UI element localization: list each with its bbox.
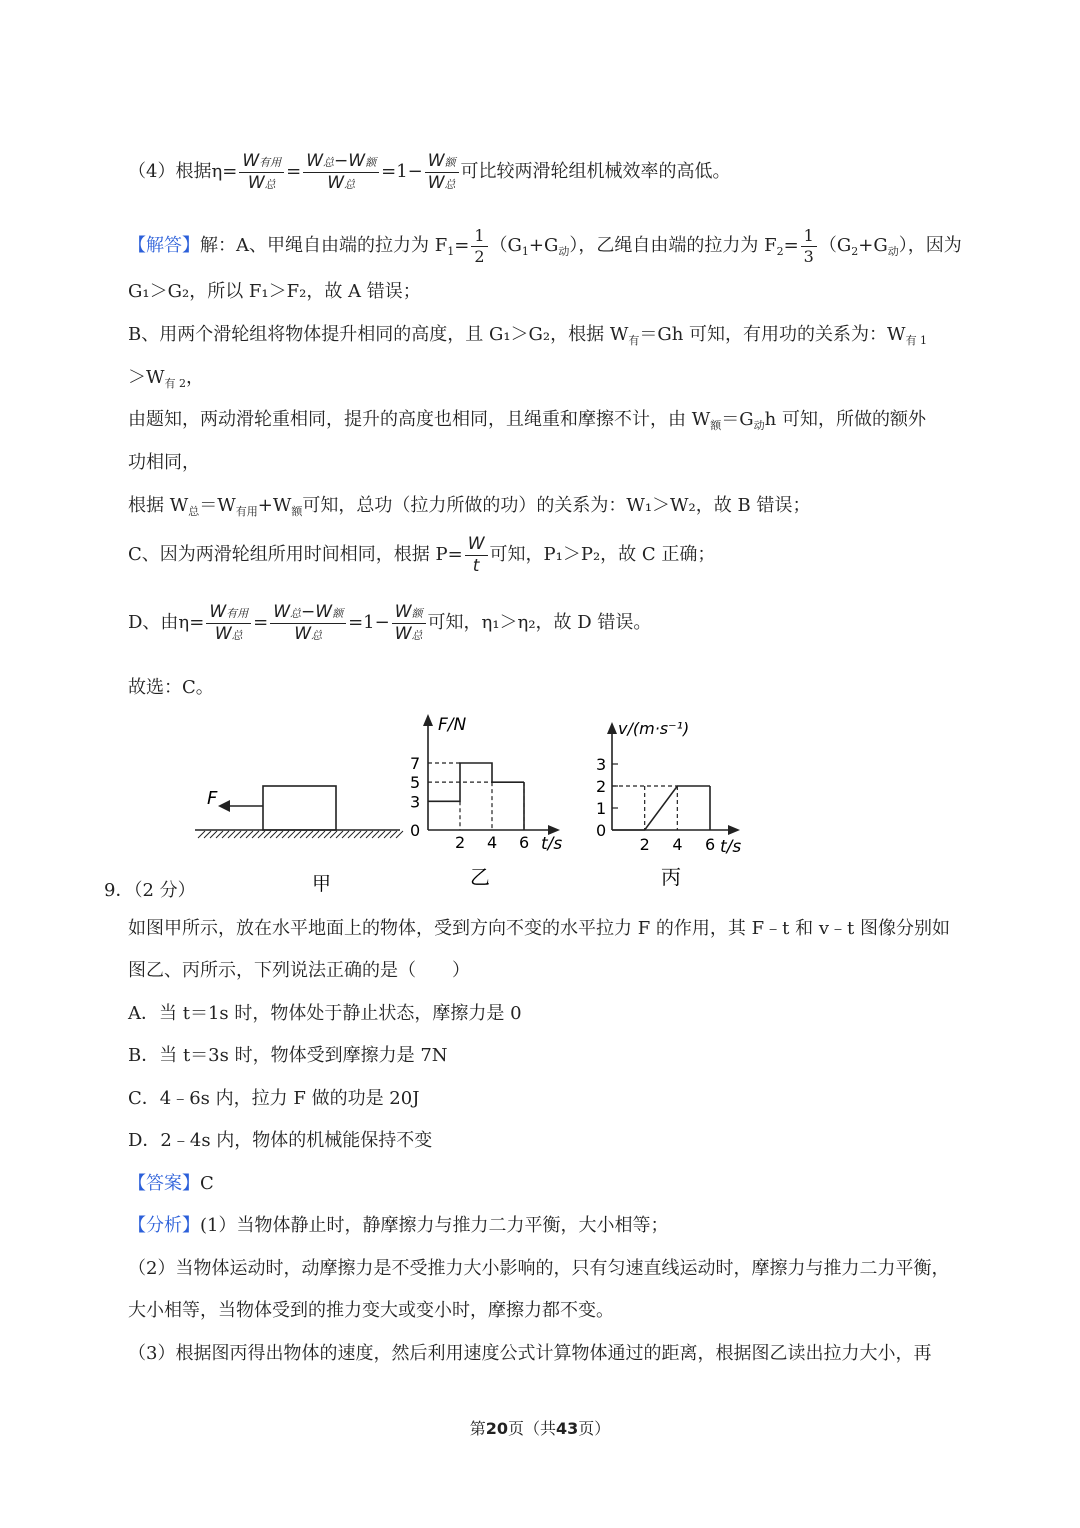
- block: [263, 786, 336, 830]
- jieda-b-line3: 由题知，两动滑轮重相同，提升的高度也相同，且绳重和摩擦不计，由 $W_额=G_动h$ 可知，所做的额外: [128, 409, 926, 432]
- caption-jia: 甲: [312, 873, 332, 895]
- hatch-mark: [282, 831, 289, 838]
- q9-option-a: A．当 t＝1s 时，物体处于静止状态，摩擦力是 0: [128, 1003, 522, 1024]
- y-axis-label: v/(m·s⁻¹): [618, 719, 690, 738]
- figure: [0, 700, 1080, 900]
- hatch-mark: [210, 831, 217, 838]
- caption-bing: 丙: [661, 865, 681, 889]
- jieda-b-line4: 功相同，: [128, 452, 200, 473]
- q9-stem-line2: 图乙、丙所示，下列说法正确的是（ ）: [128, 960, 470, 981]
- y-tick-label: 3: [596, 755, 607, 774]
- caption-yi: 乙: [470, 865, 490, 889]
- x-tick-label: 6: [519, 833, 530, 852]
- fraction-eff-d: $\frac{\text{W有用}}{\text{W总}}$: [206, 604, 251, 643]
- choice-line: 故选：C。: [128, 677, 214, 698]
- fraction-total-minus-extra: $\frac{\text{W总−W额}}{\text{W总}}$: [303, 153, 379, 192]
- y-arrowhead: [607, 722, 617, 734]
- hatch-mark: [318, 831, 325, 838]
- x-tick-label: 4: [672, 835, 683, 854]
- chart-yi: [410, 714, 562, 889]
- y-tick-label: 1: [596, 799, 607, 818]
- page-footer: 第20页（共43页）: [469, 1419, 611, 1438]
- hatch-mark: [384, 831, 391, 838]
- x-axis-label: t/s: [720, 837, 742, 857]
- y-tick-label: 3: [410, 792, 421, 812]
- y-tick-label: 2: [596, 777, 607, 796]
- hatch-mark: [234, 831, 241, 838]
- jieda-tag: 【解答】: [128, 235, 200, 256]
- line-4: （4）根据η= $\frac{\text{W有用}}{\text{W总}}$ = $\frac{\text{W总−W额}}{\text{W总}}$ =1− $\frac{\text{W额}}{\text{W总}}$ 可比较两滑轮组机械效率的高低。: [128, 150, 731, 193]
- answer-tag: 【答案】: [128, 1173, 200, 1194]
- x-tick-label: 4: [487, 833, 498, 852]
- hatch-mark: [330, 831, 337, 838]
- hatch-mark: [360, 831, 367, 838]
- hatch-mark: [276, 831, 283, 838]
- page-total: 43: [556, 1419, 579, 1438]
- hatch-mark: [372, 831, 379, 838]
- q9-number: 9．（2 分）: [104, 880, 196, 901]
- ground-hatch: [198, 831, 403, 838]
- hatch-mark: [198, 831, 205, 838]
- analysis-tag: 【分析】: [128, 1215, 200, 1236]
- y-tick-label: 7: [410, 754, 421, 773]
- hatch-mark: [228, 831, 235, 838]
- hatch-mark: [270, 831, 277, 838]
- hatch-mark: [252, 831, 259, 838]
- x-tick-label: 2: [639, 835, 650, 854]
- fraction-total-minus-extra-d: $\frac{\text{W总−W额}}{\text{W总}}$: [270, 604, 346, 643]
- q9-stem-line1: 如图甲所示，放在水平地面上的物体，受到方向不变的水平拉力 F 的作用，其 F﹣t 和 v﹣t 图像分别如: [128, 918, 950, 939]
- hatch-mark: [342, 831, 349, 838]
- y-tick-label: 5: [410, 773, 421, 793]
- force-label: F: [207, 788, 218, 809]
- hatch-mark: [246, 831, 253, 838]
- hatch-mark: [306, 831, 313, 838]
- jieda-b-line2: $>W_{有 2}$，: [128, 367, 205, 390]
- fraction-power: $\frac{W}{t}$: [465, 536, 488, 575]
- hatch-mark: [336, 831, 343, 838]
- hatch-mark: [354, 831, 361, 838]
- fraction-extra: $\frac{\text{W额}}{\text{W总}}$: [425, 153, 459, 192]
- force-arrowhead: [218, 800, 230, 812]
- q9-option-b: B．当 t＝3s 时，物体受到摩擦力是 7N: [128, 1045, 448, 1066]
- q9-option-c: C．4﹣6s 内，拉力 F 做的功是 20J: [128, 1088, 420, 1109]
- hatch-mark: [324, 831, 331, 838]
- jieda-b-line1: B、用两个滑轮组将物体提升相同的高度，且 G₁＞G₂，根据 $W_有=Gh$ 可知，有用功的关系为：$W_{有 1}$: [128, 324, 928, 347]
- hatch-mark: [216, 831, 223, 838]
- fraction-half: $\frac{1}{2}$: [471, 228, 487, 265]
- hatch-mark: [288, 831, 295, 838]
- jieda-a-line1: 【解答】解：A、甲绳自由端的拉力为 $F_1=$ $\frac{1}{2}$ $(G_1+G_动)$，乙绳自由端的拉力为 $F_2=$ $\frac{1}{3}$ $(G_2+G_动)$，因为: [128, 225, 962, 266]
- y-axis-label: F/N: [438, 715, 467, 735]
- hatch-mark: [222, 831, 229, 838]
- hatch-mark: [240, 831, 247, 838]
- fraction-eff: $\frac{\text{W有用}}{\text{W总}}$: [239, 153, 284, 192]
- page-number: 20: [485, 1419, 508, 1438]
- hatch-mark: [204, 831, 211, 838]
- fraction-third: $\frac{1}{3}$: [801, 228, 817, 265]
- series-line: [612, 786, 710, 830]
- hatch-mark: [378, 831, 385, 838]
- y-tick-label: 0: [596, 821, 607, 840]
- q9-analysis-3: 大小相等，当物体受到的推力变大或变小时，摩擦力都不变。: [128, 1300, 614, 1321]
- fraction-extra-d: $\frac{\text{W额}}{\text{W总}}$: [392, 604, 426, 643]
- q9-answer: 【答案】C: [128, 1173, 214, 1194]
- x-axis-label: t/s: [541, 834, 563, 854]
- chart-bing: [596, 719, 741, 889]
- hatch-mark: [258, 831, 265, 838]
- hatch-mark: [366, 831, 373, 838]
- y-arrowhead: [423, 714, 433, 726]
- y-tick-label: 0: [410, 821, 421, 840]
- hatch-mark: [348, 831, 355, 838]
- jieda-c-line: C、因为两滑轮组所用时间相同，根据 P= $\frac{W}{t}$ 可知，P₁＞P₂，故 C 正确；: [128, 533, 716, 576]
- q9-analysis-2: （2）当物体运动时，动摩擦力是不受推力大小影响的，只有匀速直线运动时，摩擦力与推力二力平衡，: [128, 1258, 950, 1279]
- q9-analysis-4: （3）根据图丙得出物体的速度，然后利用速度公式计算物体通过的距离，根据图乙读出拉力大小，再: [128, 1343, 932, 1364]
- x-tick-label: 6: [705, 835, 716, 854]
- hatch-mark: [300, 831, 307, 838]
- q9-analysis-1: 【分析】(1）当物体静止时，静摩擦力与推力二力平衡，大小相等；: [128, 1215, 669, 1236]
- x-arrowhead: [728, 825, 740, 835]
- x-tick-label: 2: [455, 833, 466, 852]
- jieda-a-line2: G₁＞G₂，所以 F₁＞F₂，故 A 错误；: [128, 281, 421, 302]
- jieda-b-line5: 根据 $W_总=W_{有用}+W_额$可知，总功（拉力所做的功）的关系为：W₁＞W₂，故 B 错误；: [128, 495, 811, 518]
- hatch-mark: [390, 831, 397, 838]
- hatch-mark: [396, 831, 403, 838]
- hatch-mark: [312, 831, 319, 838]
- q9-option-d: D．2﹣4s 内，物体的机械能保持不变: [128, 1130, 433, 1151]
- hatch-mark: [264, 831, 271, 838]
- hatch-mark: [294, 831, 301, 838]
- jieda-d-line: D、由η= $\frac{\text{W有用}}{\text{W总}}$ = $\frac{\text{W总−W额}}{\text{W总}}$ =1− $\frac{\text{W额}}{\text{W总}}$ 可知，η₁＞η₂，故 D 错误。: [128, 601, 652, 644]
- figure-jia: [195, 786, 403, 895]
